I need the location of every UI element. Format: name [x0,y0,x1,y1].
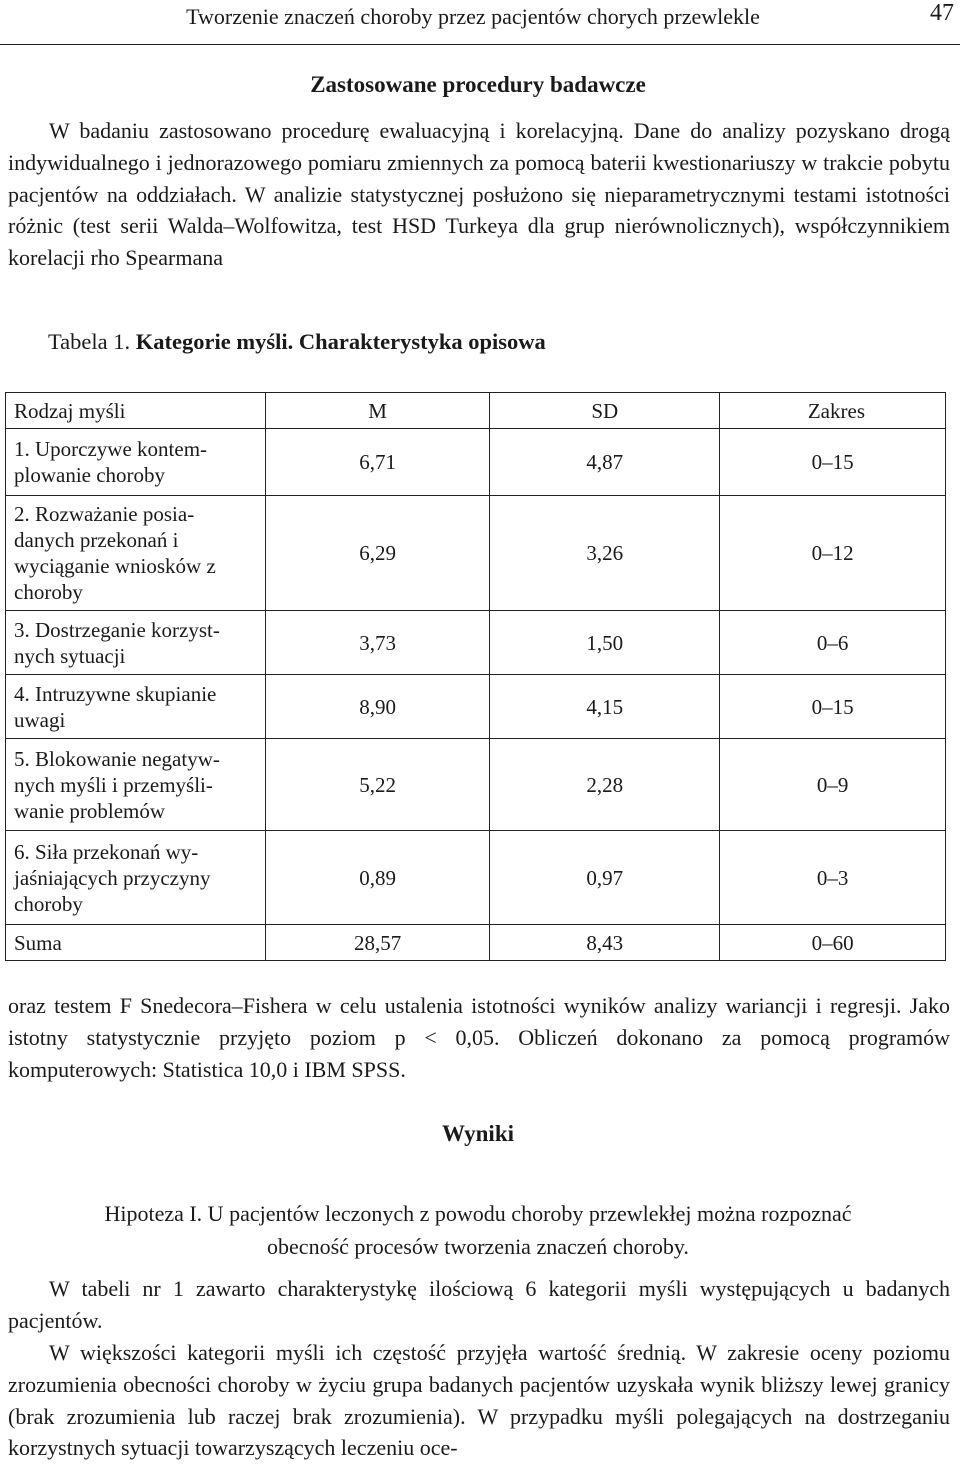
cell-mean: 3,73 [265,611,490,675]
cell-mean: 6,29 [265,496,490,611]
table-caption-prefix: Tabela 1. [48,329,131,354]
row-label-line: wyciąganie wniosków z [14,554,216,578]
row-label-line: nych myśli i przemyśli- [14,772,213,797]
row-label-line: choroby [14,891,83,916]
cell-range: 0–15 [720,429,946,496]
header-cell-mean: M [265,393,490,429]
row-label-line: 2. Rozważanie posia- [14,502,195,526]
header-cell-sd: SD [490,393,720,429]
cell-range: 0–9 [720,739,946,831]
table-caption-title: Kategorie myśli. Charakterystyka opisowa [135,329,546,354]
hypothesis-line: Hipoteza I. U pacjentów leczonych z powodu choroby przewlekłej można rozpoznać [104,1201,852,1226]
row-label-line: uwagi [14,707,66,732]
table-row [6,611,946,675]
row-label-line: jaśniających przyczyny [14,865,211,890]
row-label [6,675,266,739]
cell-mean: 8,90 [265,675,490,739]
row-label [6,611,266,675]
cell-mean: 0,89 [265,831,490,925]
row-label-line: choroby [14,580,83,604]
row-label-line: 1. Uporczywe kontem- [14,437,208,461]
row-label [6,429,266,496]
cell-range: 0–15 [720,675,946,739]
row-label [6,831,266,925]
cell-range: 0–12 [720,496,946,611]
cell-sd: 4,15 [490,675,720,739]
page-number: 47 [930,0,954,26]
cell-sd: 3,26 [490,496,720,611]
row-label-line: plowanie choroby [14,463,166,487]
results-paragraph-1: W tabeli nr 1 zawarto charakterystykę ilościową 6 kategorii myśli występujących u badanych pacjentów. [8,1276,950,1333]
table-row [6,675,946,739]
running-title: Tworzenie znaczeń choroby przez pacjentów chorych przewlekle [186,4,760,29]
row-label-line: nych sytuacji [14,643,126,668]
table-caption [48,329,546,355]
row-label-line: 5. Blokowanie negatyw- [14,746,220,771]
cell-sd: 8,43 [490,925,720,961]
row-label-line: 3. Dostrzeganie korzyst- [14,617,220,642]
table-row [6,496,946,611]
section-title-procedures: Zastosowane procedury badawcze [310,72,646,97]
table-row [6,831,946,925]
table-header-row [6,393,946,429]
cell-range: 0–60 [720,925,946,961]
row-label-line: 4. Intruzywne skupianie [14,681,217,706]
table-row [6,739,946,831]
cell-sd: 2,28 [490,739,720,831]
header-cell-range: Zakres [720,393,946,429]
cell-mean: 6,71 [265,429,490,496]
row-label-line: 6. Siła przekonań wy- [14,839,199,864]
descriptive-stats-table [5,392,946,961]
header-cell-category: Rodzaj myśli [6,393,266,429]
row-label [6,496,266,611]
cell-mean: 28,57 [265,925,490,961]
procedures-paragraph: W badaniu zastosowano procedurę ewaluacyjną i korelacyjną. Dane do analizy pozyskano drogą indywidualnego i jednorazowego pomiaru zmiennych za pomocą baterii kwestionariuszy w trakcie pobytu pacjentów na oddziałach. W analizie statystycznej posłużono się nieparametrycznymi testami istotności różnic (test serii Walda–Wolfowitza, test HSD Turkeya dla grup nierównolicznych), współczynnikiem korelacji rho Spearmana [8,118,950,271]
section-title-results: Wyniki [441,1121,514,1146]
table-row-total [6,925,946,961]
table-row [6,429,946,496]
methods-continued-paragraph: oraz testem F Snedecora–Fishera w celu ustalenia istotności wyników analizy wariancji i regresji. Jako istotny statystycznie przyjęto poziom p < 0,05. Obliczeń dokonano za pomocą programów komputerowych: Statistica 10,0 i IBM SPSS. [8,993,950,1082]
cell-sd: 0,97 [490,831,720,925]
row-label [6,739,266,831]
cell-range: 0–3 [720,831,946,925]
cell-sd: 1,50 [490,611,720,675]
page-header [0,0,960,45]
row-label-line: danych przekonań i [14,528,179,552]
cell-range: 0–6 [720,611,946,675]
hypothesis-1 [0,1197,956,1263]
hypothesis-line: obecność procesów tworzenia znaczeń choroby. [267,1234,689,1259]
row-label: Suma [6,925,266,961]
row-label-line: wanie problemów [14,798,166,823]
results-paragraph-2: W większości kategorii myśli ich częstość przyjęła wartość średnią. W zakresie oceny poziomu zrozumienia obecności choroby w życiu grupa badanych pacjentów uzyskała wynik bliższy lewej granicy (brak zrozumienia lub raczej brak zrozumienia). W przypadku myśli polegających na dostrzeganiu korzystnych sytuacji towarzyszących leczeniu oce- [8,1340,950,1461]
cell-mean: 5,22 [265,739,490,831]
cell-sd: 4,87 [490,429,720,496]
